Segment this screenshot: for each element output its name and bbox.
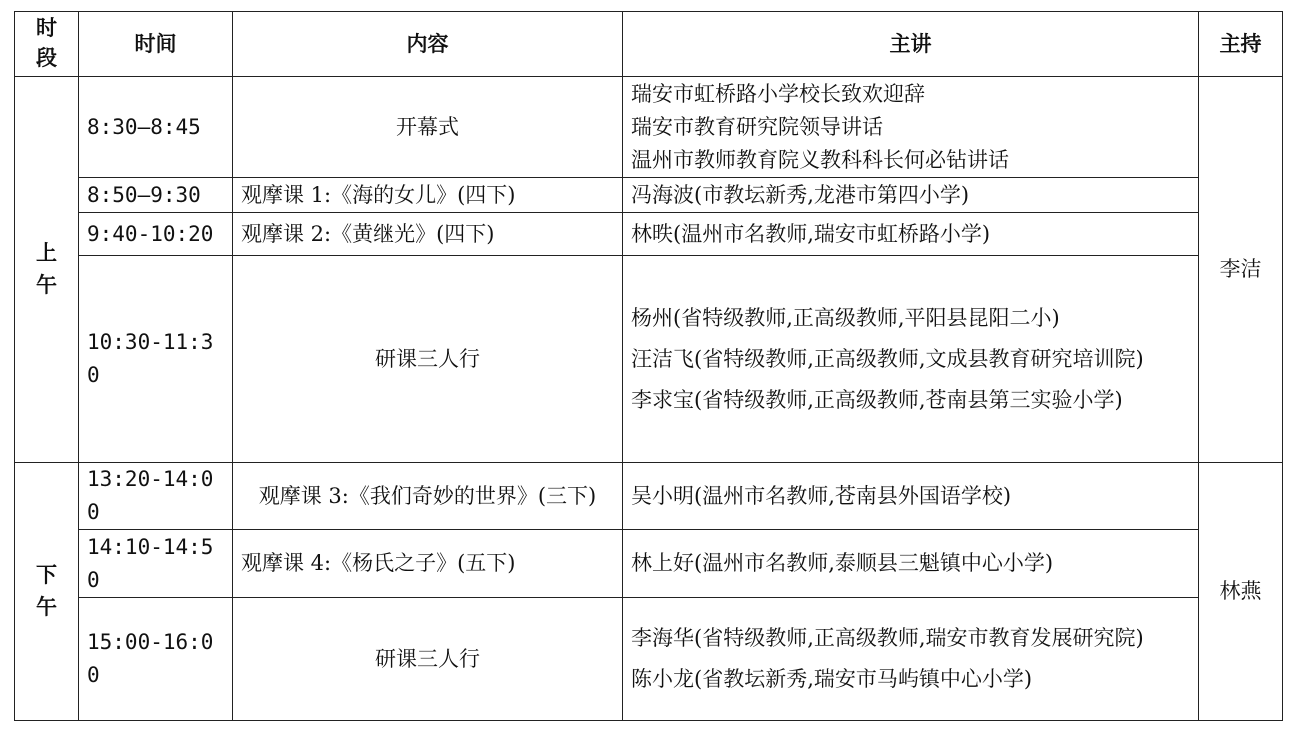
table-row bbox=[15, 598, 1283, 721]
table-row bbox=[15, 530, 1283, 598]
speaker-cell bbox=[623, 598, 1199, 721]
content-cell: 开幕式 bbox=[233, 77, 623, 178]
time-cell: 10:30-11:30 bbox=[79, 256, 233, 463]
header-period: 时段 bbox=[15, 12, 79, 77]
period-morning: 上午 bbox=[15, 77, 79, 463]
host-afternoon: 林燕 bbox=[1199, 463, 1283, 721]
speaker-line: 温州市教师教育院义教科科长何必钻讲话 bbox=[631, 147, 1009, 172]
table-row bbox=[15, 213, 1283, 256]
speaker-line: 吴小明(温州市名教师,苍南县外国语学校) bbox=[631, 483, 1012, 508]
table-row bbox=[15, 463, 1283, 530]
table-row bbox=[15, 178, 1283, 213]
speaker-line: 陈小龙(省教坛新秀,瑞安市马屿镇中心小学) bbox=[631, 667, 1033, 691]
speaker-line: 瑞安市教育研究院领导讲话 bbox=[631, 114, 883, 139]
content-cell: 观摩课 2:《黄继光》(四下) bbox=[233, 213, 623, 256]
speaker-cell bbox=[623, 530, 1199, 598]
header-speaker: 主讲 bbox=[623, 12, 1199, 77]
header-time: 时间 bbox=[79, 12, 233, 77]
time-cell: 13:20-14:00 bbox=[79, 463, 233, 530]
speaker-line: 杨州(省特级教师,正高级教师,平阳县昆阳二小) bbox=[631, 305, 1060, 330]
host-morning: 李洁 bbox=[1199, 77, 1283, 463]
header-host: 主持 bbox=[1199, 12, 1283, 77]
speaker-cell bbox=[623, 256, 1199, 463]
content-cell: 观摩课 4:《杨氏之子》(五下) bbox=[233, 530, 623, 598]
speaker-line: 冯海波(市教坛新秀,龙港市第四小学) bbox=[631, 182, 970, 207]
period-afternoon: 下午 bbox=[15, 463, 79, 721]
speaker-line: 汪洁飞(省特级教师,正高级教师,文成县教育研究培训院) bbox=[631, 346, 1144, 371]
speaker-line: 瑞安市虹桥路小学校长致欢迎辞 bbox=[631, 81, 925, 106]
speaker-line: 林上好(温州市名教师,泰顺县三魁镇中心小学) bbox=[631, 551, 1054, 575]
speaker-cell bbox=[623, 213, 1199, 256]
table-row bbox=[15, 256, 1283, 463]
speaker-line: 李海华(省特级教师,正高级教师,瑞安市教育发展研究院) bbox=[631, 626, 1144, 650]
speaker-line: 李求宝(省特级教师,正高级教师,苍南县第三实验小学) bbox=[631, 387, 1123, 412]
header-content: 内容 bbox=[233, 12, 623, 77]
time-cell: 8:50—9:30 bbox=[79, 178, 233, 213]
speaker-cell bbox=[623, 77, 1199, 178]
speaker-cell bbox=[623, 178, 1199, 213]
table-row bbox=[15, 77, 1283, 178]
time-cell: 8:30—8:45 bbox=[79, 77, 233, 178]
speaker-line: 林昳(温州市名教师,瑞安市虹桥路小学) bbox=[631, 221, 991, 246]
content-cell: 观摩课 3:《我们奇妙的世界》(三下) bbox=[233, 463, 623, 530]
speaker-cell bbox=[623, 463, 1199, 530]
time-cell: 15:00-16:00 bbox=[79, 598, 233, 721]
time-cell: 9:40-10:20 bbox=[79, 213, 233, 256]
header-row bbox=[15, 12, 1283, 77]
schedule-table bbox=[14, 11, 1283, 721]
content-cell: 研课三人行 bbox=[233, 598, 623, 721]
content-cell: 研课三人行 bbox=[233, 256, 623, 463]
time-cell: 14:10-14:50 bbox=[79, 530, 233, 598]
content-cell: 观摩课 1:《海的女儿》(四下) bbox=[233, 178, 623, 213]
